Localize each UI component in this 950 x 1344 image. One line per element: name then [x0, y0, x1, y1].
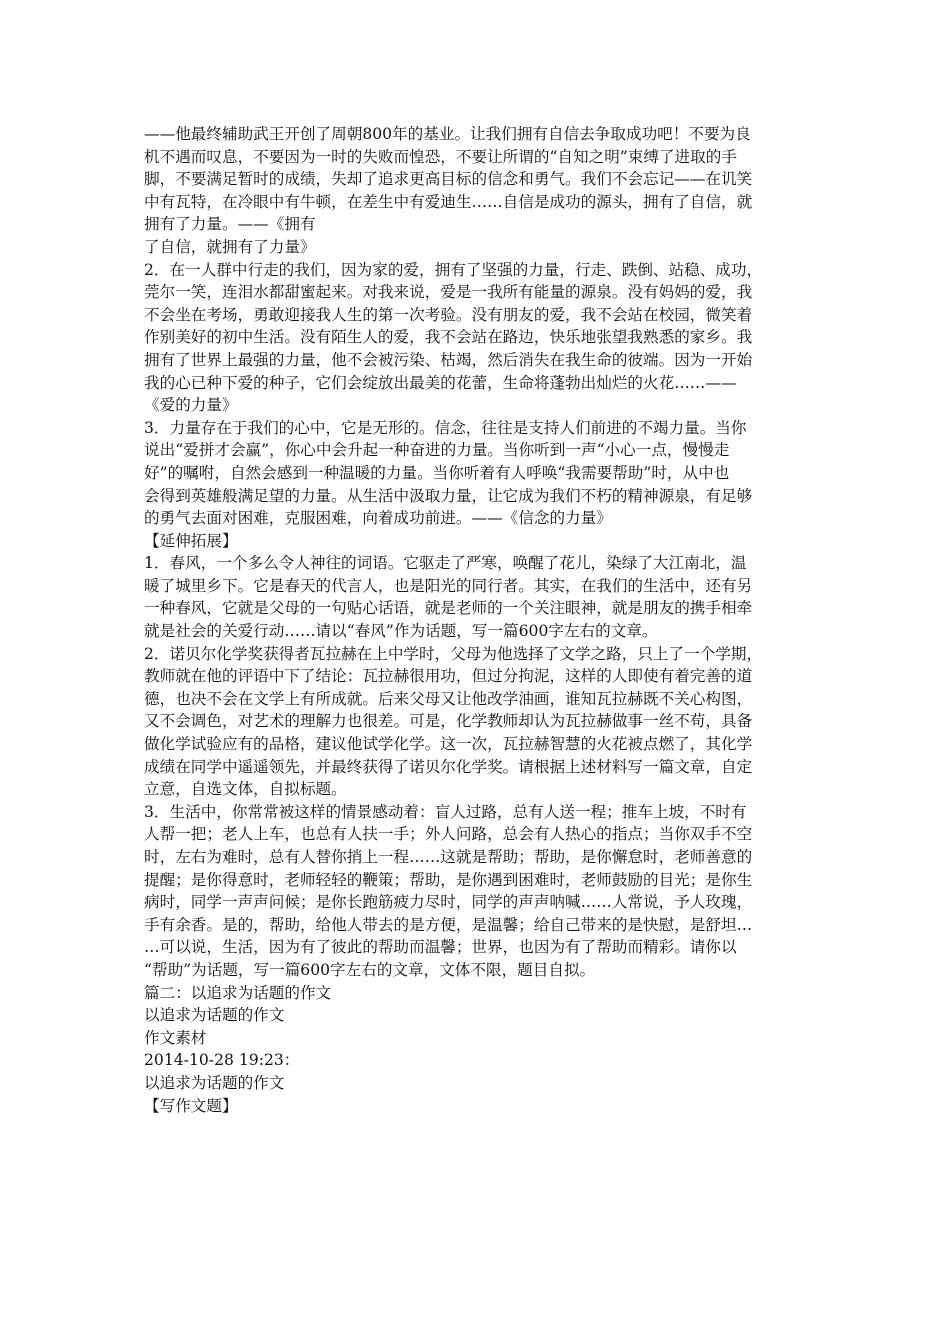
text-line: 立意，自选文体，自拟标题。 [144, 780, 347, 799]
text-line: …可以说，生活，因为有了彼此的帮助而温馨；世界，也因为有了帮助而精彩。请你以 [144, 938, 737, 957]
text-line: 《爱的力量》 [144, 396, 238, 415]
text-line: 时，左右为难时，总有人替你捎上一程……这就是帮助；帮助，是你懈怠时，老师善意的 [144, 848, 753, 866]
text-line: 手有余香。是的，帮助，给他人带去的是方便，是温馨；给自己带来的是快慰，是舒坦… [144, 915, 753, 934]
text-line: 莞尔一笑，连泪水都甜蜜起来。对我来说，爱是一我所有能量的源泉。没有妈妈的爱，我 [144, 283, 753, 302]
text-line: 了自信，就拥有了力量》 [144, 237, 316, 256]
text-line: 说出“爱拼才会赢”，你心中会升起一种奋进的力量。当你听到一声“小心一点，慢慢走 [144, 441, 730, 460]
text-line: 德，也决不会在文学上有所成就。后来父母又让他改学油画，谁知瓦拉赫既不关心构图， [144, 689, 753, 708]
text-line: 中有瓦特，在冷眼中有牛顿，在差生中有爱迪生……自信是成功的源头，拥有了自信，就 [144, 192, 753, 211]
text-line: “帮助”为话题，写一篇600字左右的文章，文体不限，题目自拟。 [144, 960, 596, 979]
text-line: 2．在一人群中行走的我们，因为家的爱，拥有了坚强的力量，行走、跌倒、站稳、成功， [144, 260, 763, 279]
section-title: 篇二：以追求为话题的作文 [144, 983, 332, 1002]
text-line: ——他最终辅助武王开创了周朝800年的基业。让我们拥有自信去争取成功吧！不要为良 [144, 125, 751, 143]
article-title: 以追求为话题的作文 [144, 1006, 285, 1025]
text-line: 1．春风，一个多么令人神往的词语。它驱走了严寒，唤醒了花儿，染绿了大江南北，温 [144, 554, 747, 573]
text-line: 3．生活中，你常常被这样的情景感动着：盲人过路，总有人送一程；推车上坡，不时有 [144, 802, 747, 821]
text-line: 不会坐在考场，勇敢迎接我人生的第一次考验。没有朋友的爱，我不会站在校园，微笑着 [144, 305, 753, 324]
text-line: 拥有了世界上最强的力量，他不会被污染、枯竭，然后消失在我生命的彼端。因为一开始 [144, 350, 753, 369]
text-line: 2．诺贝尔化学奖获得者瓦拉赫在上中学时，父母为他选择了文学之路，只上了一个学期， [144, 644, 763, 663]
text-line: 人帮一把；老人上车，也总有人扶一手；外人问路，总会有人热心的指点；当你双手不空 [144, 825, 753, 844]
text-line: 机不遇而叹息，不要因为一时的失败而惶恐，不要让所谓的“自知之明”束缚了进取的手 [144, 147, 737, 166]
text-line: 作别美好的初中生活。没有陌生人的爱，我不会站在路边，快乐地张望我熟悉的家乡。我 [144, 328, 753, 347]
text-line: 好”的嘱咐，自然会感到一种温暖的力量。当你听着有人呼唤“我需要帮助”时，从中也 [144, 463, 730, 482]
text-line: 教师就在他的评语中下了结论：瓦拉赫很用功，但过分拘泥，这样的人即使有着完善的道 [144, 667, 753, 686]
text-line: 病时，同学一声声问候；是你长跑筋疲力尽时，同学的声声呐喊……人常说，予人玫瑰， [144, 893, 753, 912]
document-body [144, 123, 812, 1117]
text-line: 就是社会的关爱行动……请以“春风”作为话题，写一篇600字左右的文章。 [144, 622, 658, 641]
text-line: 成绩在同学中遥遥领先，并最终获得了诺贝尔化学奖。请根据上述材料写一篇文章，自定 [144, 757, 753, 776]
text-line: 暖了城里乡下。它是春天的代言人，也是阳光的同行者。其实，在我们的生活中，还有另 [144, 576, 753, 595]
text-line: 我的心已种下爱的种子，它们会绽放出最美的花蕾，生命将蓬勃出灿烂的火花……—— [144, 373, 737, 392]
text-line: 脚，不要满足暂时的成绩，失却了追求更高目标的信念和勇气。我们不会忘记——在讥笑 [144, 170, 753, 189]
text-line: 又不会调色，对艺术的理解力也很差。可是，化学教师却认为瓦拉赫做事一丝不苟，具备 [144, 712, 753, 731]
timestamp: 2014-10-28 19:23： [144, 1051, 300, 1070]
section-heading: 【延伸拓展】 [144, 531, 238, 550]
text-line: 做化学试验应有的品格，建议他试学化学。这一次，瓦拉赫智慧的火花被点燃了，其化学 [144, 735, 753, 754]
text-line: 的勇气去面对困难，克服困难，向着成功前进。——《信念的力量》 [144, 509, 612, 528]
section-heading: 【写作文题】 [144, 1096, 238, 1115]
text-line: 一种春风，它就是父母的一句贴心话语，就是老师的一个关注眼神，就是朋友的携手相牵 [144, 599, 753, 618]
text-line: 会得到英雄般满足望的力量。从生活中汲取力量，让它成为我们不朽的精神源泉，有足够 [144, 486, 753, 505]
text-line: 3．力量存在于我们的心中，它是无形的。信念，往往是支持人们前进的不竭力量。当你 [144, 418, 747, 437]
text-line: 拥有了力量。——《拥有 [144, 215, 316, 234]
text-line: 提醒；是你得意时，老师轻轻的鞭策；帮助，是你遇到困难时，老师鼓励的目光；是你生 [144, 870, 753, 889]
category-label: 作文素材 [144, 1028, 207, 1047]
article-title: 以追求为话题的作文 [144, 1073, 285, 1092]
